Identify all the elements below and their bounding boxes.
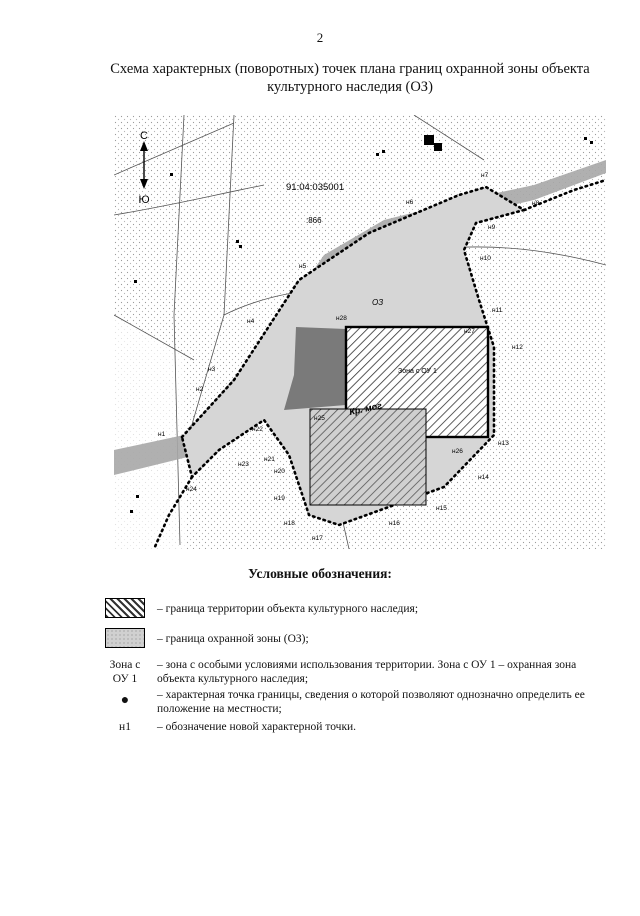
point-label: н8 <box>532 200 540 207</box>
legend-item-point <box>105 688 625 718</box>
point-label: н13 <box>498 440 509 447</box>
title-line-1: Схема характерных (поворотных) точек плана границ охранной зоны объекта <box>110 61 590 77</box>
legend-key-line: ОУ 1 <box>112 673 138 685</box>
legend-item-zone <box>105 628 625 652</box>
compass-north: С <box>140 130 148 142</box>
legend-text-line: – характерная точка границы, сведения о которой позволяют однозначно определить ее <box>157 689 585 701</box>
zone-label: ОЗ <box>372 298 384 307</box>
page-title <box>90 60 610 96</box>
legend-text: – граница охранной зоны (ОЗ); <box>157 633 309 645</box>
heritage-parcel-lower <box>310 409 426 505</box>
point-label: н18 <box>284 520 295 527</box>
point-label: н27 <box>464 328 475 335</box>
point-label: н15 <box>436 505 447 512</box>
point-label: н2 <box>196 386 204 393</box>
point-label: н19 <box>274 495 285 502</box>
point-label: н9 <box>488 224 496 231</box>
point-label: н11 <box>492 307 503 314</box>
legend-item-heritage <box>105 598 625 622</box>
point-label: н14 <box>478 474 489 481</box>
legend-text <box>157 688 625 716</box>
point-label: н3 <box>208 366 216 373</box>
legend-text: – обозначение новой характерной точки. <box>157 721 357 733</box>
point-label: н24 <box>186 486 197 493</box>
legend-key-new-point: н1 <box>119 721 131 733</box>
object-label: Кр. мог <box>348 400 383 417</box>
legend-key-line: Зона с <box>109 659 141 671</box>
point-label: н10 <box>480 255 491 262</box>
legend-swatch-hatch <box>105 598 145 618</box>
title-line-2: культурного наследия (ОЗ) <box>267 79 433 95</box>
point-label: н21 <box>264 456 275 463</box>
legend-text: – граница территории объекта культурного наследия; <box>157 603 419 615</box>
point-label: н17 <box>312 535 323 542</box>
legend-heading: Условные обозначения: <box>248 566 392 581</box>
point-label: н6 <box>406 199 414 206</box>
cadastral-block-label: 91:04:035001 <box>286 182 345 193</box>
parcel-number-label: :866 <box>306 216 322 225</box>
legend-text-line: положение на местности; <box>157 703 282 715</box>
point-label: н1 <box>158 431 166 438</box>
point-label: н4 <box>247 318 255 325</box>
point-label: н20 <box>274 468 285 475</box>
legend-key-zone-ou <box>105 658 145 686</box>
point-label: н12 <box>512 344 523 351</box>
legend-item-new-point <box>105 720 625 736</box>
boundary-map <box>114 115 606 549</box>
point-label: н25 <box>314 415 325 422</box>
legend-text <box>157 658 625 686</box>
point-label: н5 <box>299 263 307 270</box>
legend-swatch-zone <box>105 628 145 648</box>
point-label: н23 <box>238 461 249 468</box>
point-label: н28 <box>336 315 347 322</box>
legend-item-zone-ou <box>105 658 625 688</box>
point-label: н7 <box>481 172 489 179</box>
zone-ou-label: Зона с ОУ 1 <box>398 368 437 375</box>
point-label: н26 <box>452 448 463 455</box>
compass-south: Ю <box>138 194 150 206</box>
page-number: 2 <box>316 30 324 45</box>
point-label: н16 <box>389 520 400 527</box>
legend-key-point: ● <box>120 693 130 708</box>
legend-text-line: объекта культурного наследия; <box>157 673 309 685</box>
point-label: н22 <box>252 426 263 433</box>
legend-text-line: – зона с особыми условиями использования территории. Зона с ОУ 1 – охранная зона <box>157 659 577 671</box>
